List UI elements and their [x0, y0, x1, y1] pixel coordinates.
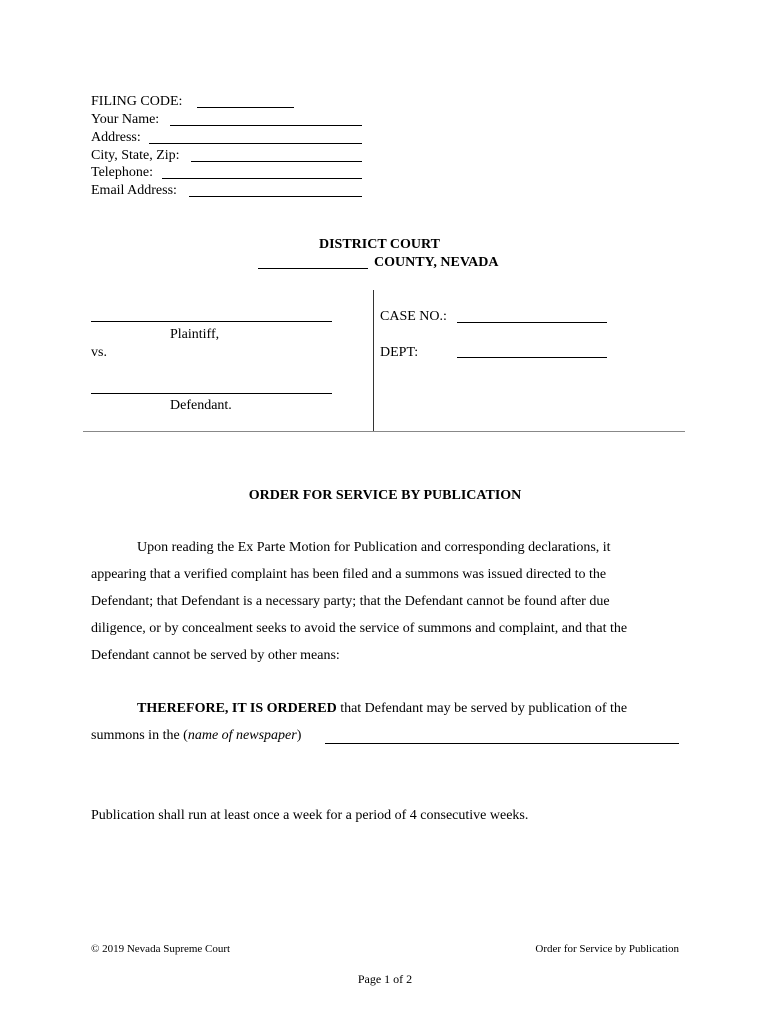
newspaper-hint: name of newspaper — [187, 728, 297, 743]
city-state-zip-field[interactable] — [191, 161, 362, 162]
newspaper-name-field[interactable] — [325, 743, 679, 744]
telephone-field[interactable] — [162, 178, 362, 179]
paragraph-line: Defendant; that Defendant is a necessary party; that the Defendant cannot be found after due — [91, 594, 610, 609]
summons-prefix: summons in the ( — [91, 728, 188, 743]
city-state-zip-label: City, State, Zip: — [91, 148, 180, 163]
caption-divider-horizontal — [83, 431, 685, 432]
publication-text: Publication shall run at least once a week for a period of 4 consecutive weeks. — [91, 808, 529, 823]
court-name: DISTRICT COURT — [319, 237, 441, 252]
caption-divider-vertical — [373, 290, 374, 432]
plaintiff-label: Plaintiff, — [170, 327, 220, 342]
plaintiff-name-field[interactable] — [91, 321, 332, 322]
document-name-text: Order for Service by Publication — [535, 943, 679, 955]
email-field[interactable] — [189, 196, 362, 197]
filing-code-field[interactable] — [197, 107, 294, 108]
copyright-text: © 2019 Nevada Supreme Court — [91, 943, 231, 955]
defendant-name-field[interactable] — [91, 393, 332, 394]
vs-label: vs. — [91, 345, 107, 360]
county-field[interactable] — [258, 268, 368, 269]
address-field[interactable] — [149, 143, 362, 144]
county-label: COUNTY, NEVADA — [374, 255, 499, 270]
paragraph-line: appearing that a verified complaint has been filed and a summons was issued directed to the — [91, 567, 607, 582]
paragraph-line: Upon reading the Ex Parte Motion for Publication and corresponding declarations, it — [137, 540, 611, 555]
your-name-field[interactable] — [170, 125, 362, 126]
paragraph-line: Defendant cannot be served by other means: — [91, 648, 340, 663]
ordered-heading: THEREFORE, IT IS ORDERED — [137, 701, 337, 716]
defendant-label: Defendant. — [170, 398, 232, 413]
order-title: ORDER FOR SERVICE BY PUBLICATION — [248, 488, 522, 503]
ordered-line — [137, 701, 627, 717]
case-no-field[interactable] — [457, 322, 607, 323]
summons-suffix: ) — [296, 728, 302, 743]
ordered-text: that Defendant may be served by publication of the — [336, 701, 628, 716]
your-name-label: Your Name: — [91, 112, 160, 127]
page-number: Page 1 of 2 — [357, 972, 413, 986]
paragraph-line: diligence, or by concealment seeks to avoid the service of summons and complaint, and that the — [91, 621, 628, 636]
summons-line — [91, 728, 301, 744]
case-no-label: CASE NO.: — [380, 309, 447, 324]
filing-code-label: FILING CODE: — [91, 94, 183, 109]
address-label: Address: — [91, 130, 141, 145]
dept-field[interactable] — [457, 357, 607, 358]
email-label: Email Address: — [91, 183, 177, 198]
dept-label: DEPT: — [380, 345, 419, 360]
telephone-label: Telephone: — [91, 165, 153, 180]
